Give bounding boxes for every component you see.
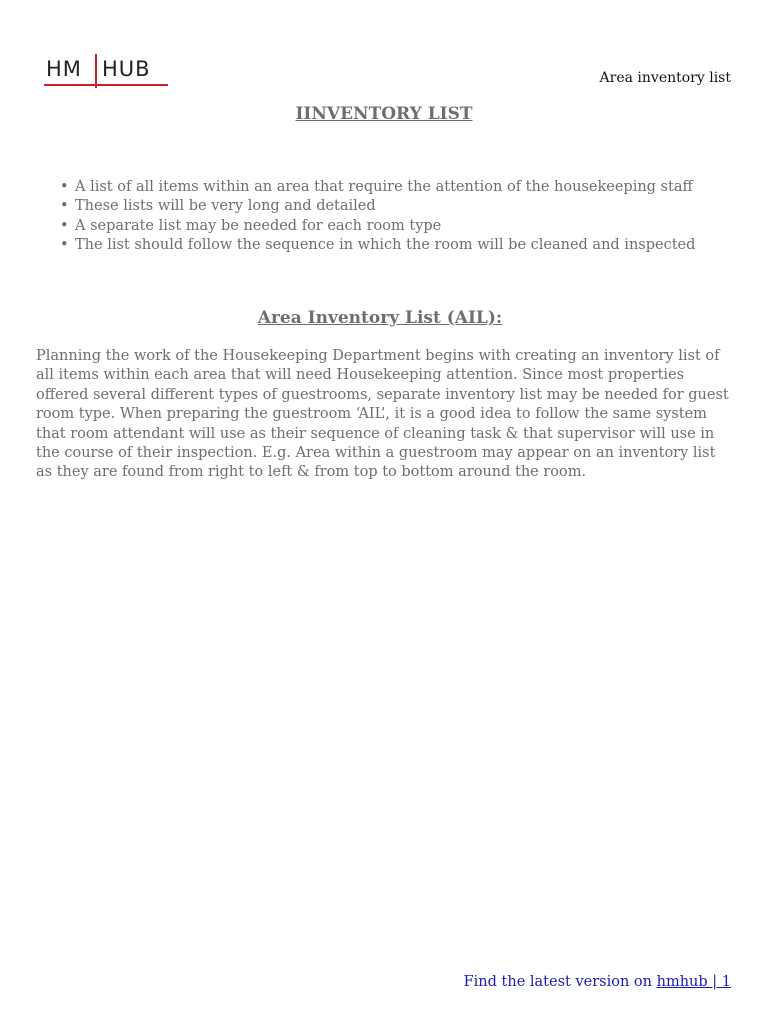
logo-divider-bar: [95, 54, 97, 88]
bullet-list: [60, 178, 695, 256]
hmhub-logo: [44, 54, 168, 90]
logo-underline: [44, 84, 168, 86]
list-item: • A list of all items within an area that require the attention of the housekeeping staff: [60, 178, 695, 197]
section-paragraph: Planning the work of the Housekeeping Department begins with creating an inventory list of all items within each area that will need Housekeeping attention. Since most properties offered several different types of guestrooms, separate inventory list may be needed for guest room type. When preparing the guestroom ‘AIL’, it is a good idea to follow the same system that room attendant will use as their sequence of cleaning task & that supervisor will use in the course of their inspection. E.g. Area within a guestroom may appear on an inventory list as they are found from right to left & from top to bottom around the room.: [36, 348, 729, 481]
logo-text-hub: HUB: [102, 57, 151, 81]
list-item: • A separate list may be needed for each room type: [60, 217, 695, 236]
footer: [464, 974, 731, 990]
header-doc-title: Area inventory list: [599, 70, 731, 86]
list-item: • The list should follow the sequence in which the room will be cleaned and inspected: [60, 236, 695, 255]
logo-text-hm: HM: [46, 57, 82, 81]
hmhub-link[interactable]: hmhub | 1: [656, 974, 731, 990]
page-title: IINVENTORY LIST: [295, 104, 473, 124]
section-heading: Area Inventory List (AIL):: [257, 308, 503, 328]
footer-prefix: Find the latest version on: [463, 974, 657, 990]
list-item: • These lists will be very long and detailed: [60, 197, 695, 216]
